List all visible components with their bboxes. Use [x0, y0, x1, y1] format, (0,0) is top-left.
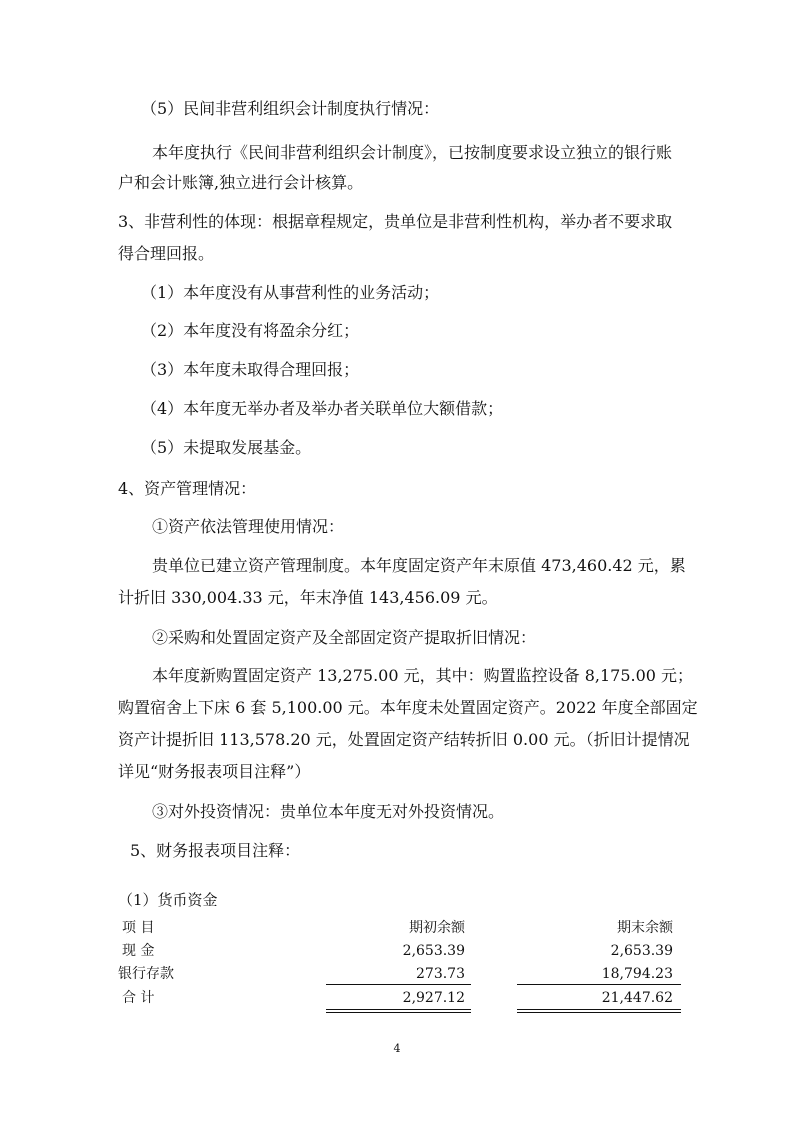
- table-title: （1）货币资金: [118, 891, 218, 909]
- table-header-item: 项 目: [122, 920, 155, 936]
- table-row-bank-end: 18,794.23: [601, 966, 673, 982]
- subtotal-rule-begin: [326, 984, 471, 985]
- table-header-end: 期末余额: [617, 920, 673, 936]
- total-double-rule-begin-bottom: [326, 1012, 471, 1013]
- table-total-end: 21,447.62: [601, 990, 673, 1006]
- section-heading-non-profit-line2: 得合理回报。: [118, 244, 215, 263]
- list-item-non-profit-1: （1）本年度没有从事营利性的业务活动；: [141, 283, 440, 302]
- table-row-bank-item: 银行存款: [118, 966, 174, 982]
- subtotal-rule-end: [517, 984, 681, 985]
- paragraph-asset-use-line1: 贵单位已建立资产管理制度。本年度固定资产年末原值 473,460.42 元，累: [152, 556, 686, 575]
- table-row-cash-item: 现 金: [122, 943, 155, 959]
- table-row-cash-end: 2,653.39: [610, 943, 673, 959]
- subheading-asset-use: ①资产依法管理使用情况：: [152, 517, 345, 536]
- paragraph-fixed-assets-line2: 购置宿舍上下床 6 套 5,100.00 元。本年度未处置固定资产。2022 年度全部固定: [118, 698, 698, 717]
- subheading-fixed-assets: ②采购和处置固定资产及全部固定资产提取折旧情况：: [152, 628, 537, 647]
- paragraph-accounting-system-line1: 本年度执行《民间非营利组织会计制度》，已按制度要求设立独立的银行账: [152, 143, 673, 162]
- table-row-cash-begin: 2,653.39: [402, 943, 465, 959]
- section-heading-accounting-system: （5）民间非营利组织会计制度执行情况：: [141, 99, 440, 118]
- table-row-bank-begin: 273.73: [416, 966, 465, 982]
- list-item-non-profit-3: （3）本年度未取得合理回报；: [141, 360, 360, 379]
- section-heading-report-notes: 5、财务报表项目注释：: [130, 841, 301, 860]
- paragraph-fixed-assets-line4: 详见“财务报表项目注释”）: [118, 762, 311, 781]
- total-double-rule-begin-top: [326, 1009, 471, 1010]
- list-item-non-profit-5: （5）未提取发展基金。: [141, 438, 312, 457]
- section-heading-asset-management: 4、资产管理情况：: [118, 479, 257, 498]
- total-double-rule-end-bottom: [517, 1012, 681, 1013]
- page-number: 4: [393, 1042, 401, 1055]
- list-item-non-profit-2: （2）本年度没有将盈余分红；: [141, 321, 360, 340]
- table-total-item: 合 计: [122, 990, 155, 1006]
- section-heading-non-profit: 3、非营利性的体现：根据章程规定，贵单位是非营利性机构，举办者不要求取: [118, 212, 673, 231]
- paragraph-accounting-system-line2: 户和会计账簿,独立进行会计核算。: [118, 173, 364, 192]
- paragraph-fixed-assets-line1: 本年度新购置固定资产 13,275.00 元，其中：购置监控设备 8,175.00 元；: [152, 666, 694, 685]
- table-total-begin: 2,927.12: [402, 990, 465, 1006]
- total-double-rule-end-top: [517, 1009, 681, 1010]
- list-item-non-profit-4: （4）本年度无举办者及举办者关联单位大额借款；: [141, 399, 504, 418]
- paragraph-asset-use-line2: 计折旧 330,004.33 元，年末净值 143,456.09 元。: [118, 588, 498, 607]
- subheading-investment: ③对外投资情况：贵单位本年度无对外投资情况。: [152, 802, 505, 821]
- paragraph-fixed-assets-line3: 资产计提折旧 113,578.20 元，处置固定资产结转折旧 0.00 元。（折旧计提情况: [118, 730, 690, 749]
- table-header-begin: 期初余额: [409, 920, 465, 936]
